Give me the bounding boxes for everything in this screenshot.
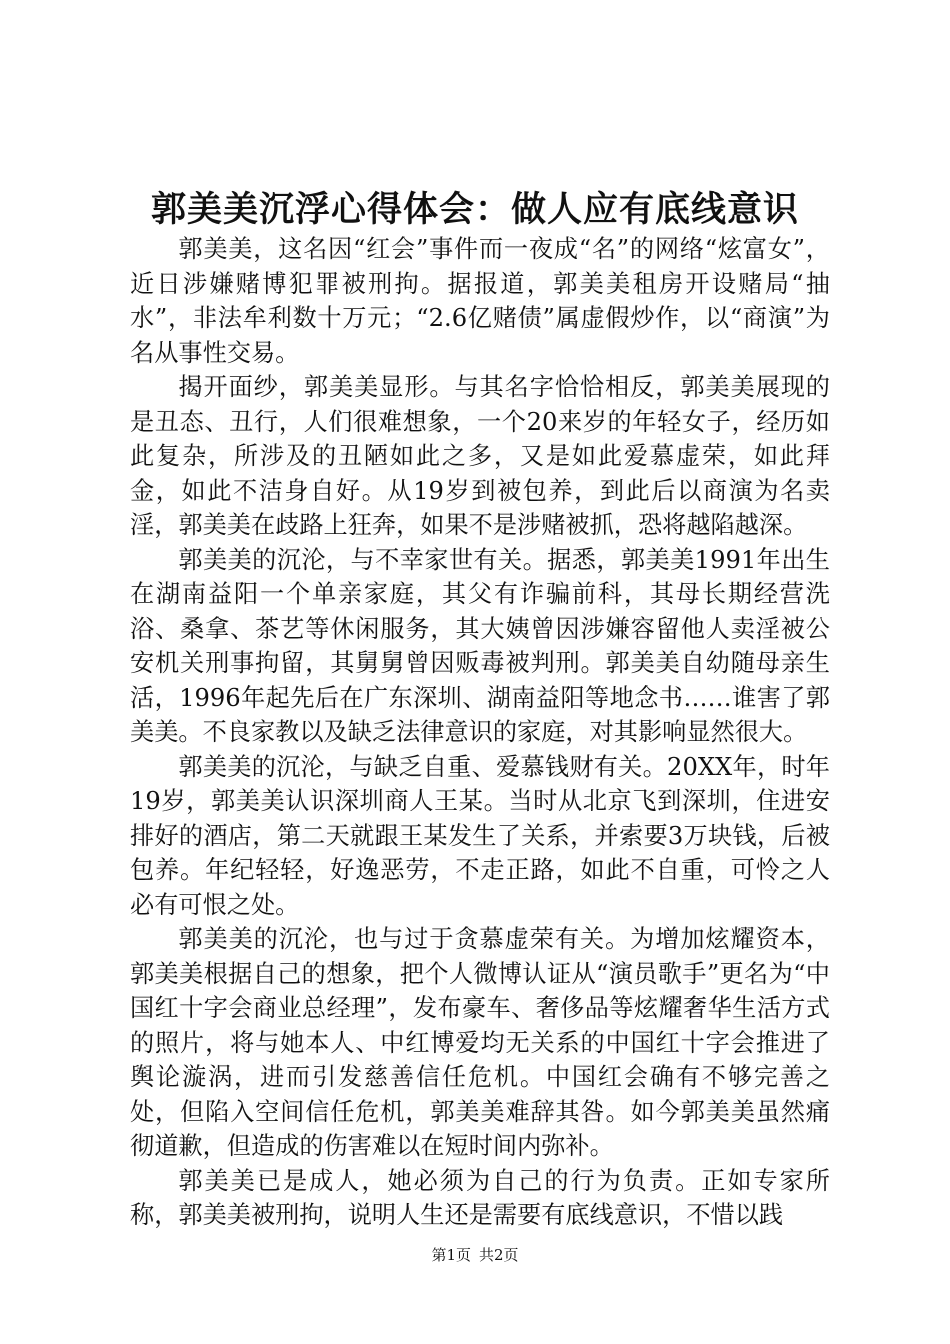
paragraph-2: 揭开面纱，郭美美显形。与其名字恰恰相反，郭美美展现的是丑态、丑行，人们很难想象，一个20来岁的年轻女子，经历如此复杂，所涉及的丑陋如此之多，又是如此爱慕虚荣，如此拜金，如此不洁身自好。从19岁到被包养，到此后以商演为名卖淫，郭美美在歧路上狂奔，如果不是涉赌被抓，恐将越陷越深。 bbox=[130, 373, 830, 539]
page-footer bbox=[0, 1245, 950, 1265]
paragraph-6: 郭美美已是成人，她必须为自己的行为负责。正如专家所称，郭美美被刑拘，说明人生还是需要有底线意识，不惜以践 bbox=[130, 1166, 830, 1229]
paragraph-1: 郭美美，这名因“红会”事件而一夜成“名”的网络“炫富女”，近日涉嫌赌博犯罪被刑拘。据报道，郭美美租房开设赌局“抽水”，非法牟利数十万元；“2.6亿赌债”属虚假炒作，以“商演”为名从事性交易。 bbox=[130, 235, 830, 367]
document-body bbox=[130, 232, 830, 1233]
paragraph-4: 郭美美的沉沦，与缺乏自重、爱慕钱财有关。20XX年，时年19岁，郭美美认识深圳商人王某。当时从北京飞到深圳，住进安排好的酒店，第二天就跟王某发生了关系，并索要3万块钱，后被包养。年纪轻轻，好逸恶劳，不走正路，如此不自重，可怜之人必有可恨之处。 bbox=[130, 752, 830, 919]
paragraph-3: 郭美美的沉沦，与不幸家世有关。据悉，郭美美1991年出生在湖南益阳一个单亲家庭，其父有诈骗前科，其母长期经营洗浴、桑拿、茶艺等休闲服务，其大姨曾因涉嫌容留他人卖淫被公安机关刑事拘留，其舅舅曾因贩毒被判刑。郭美美自幼随母亲生活，1996年起先后在广东深圳、湖南益阳等地念书……谁害了郭美美。不良家教以及缺乏法律意识的家庭，对其影响显然很大。 bbox=[130, 545, 830, 746]
page-number: 第1页 bbox=[431, 1246, 471, 1264]
document-title: 郭美美沉浮心得体会：做人应有底线意识 bbox=[150, 190, 799, 230]
paragraph-5: 郭美美的沉沦，也与过于贪慕虚荣有关。为增加炫耀资本，郭美美根据自己的想象，把个人微博认证从“演员歌手”更名为“中国红十字会商业总经理”，发布豪车、奢侈品等炫耀奢华生活方式的照片，将与她本人、中红博爱均无关系的中国红十字会推进了舆论漩涡，进而引发慈善信任危机。中国红会确有不够完善之处，但陷入空间信任危机，郭美美难辞其咎。如今郭美美虽然痛彻道歉，但造成的伤害难以在短时间内弥补。 bbox=[130, 925, 830, 1160]
page-total: 共2页 bbox=[479, 1246, 519, 1264]
